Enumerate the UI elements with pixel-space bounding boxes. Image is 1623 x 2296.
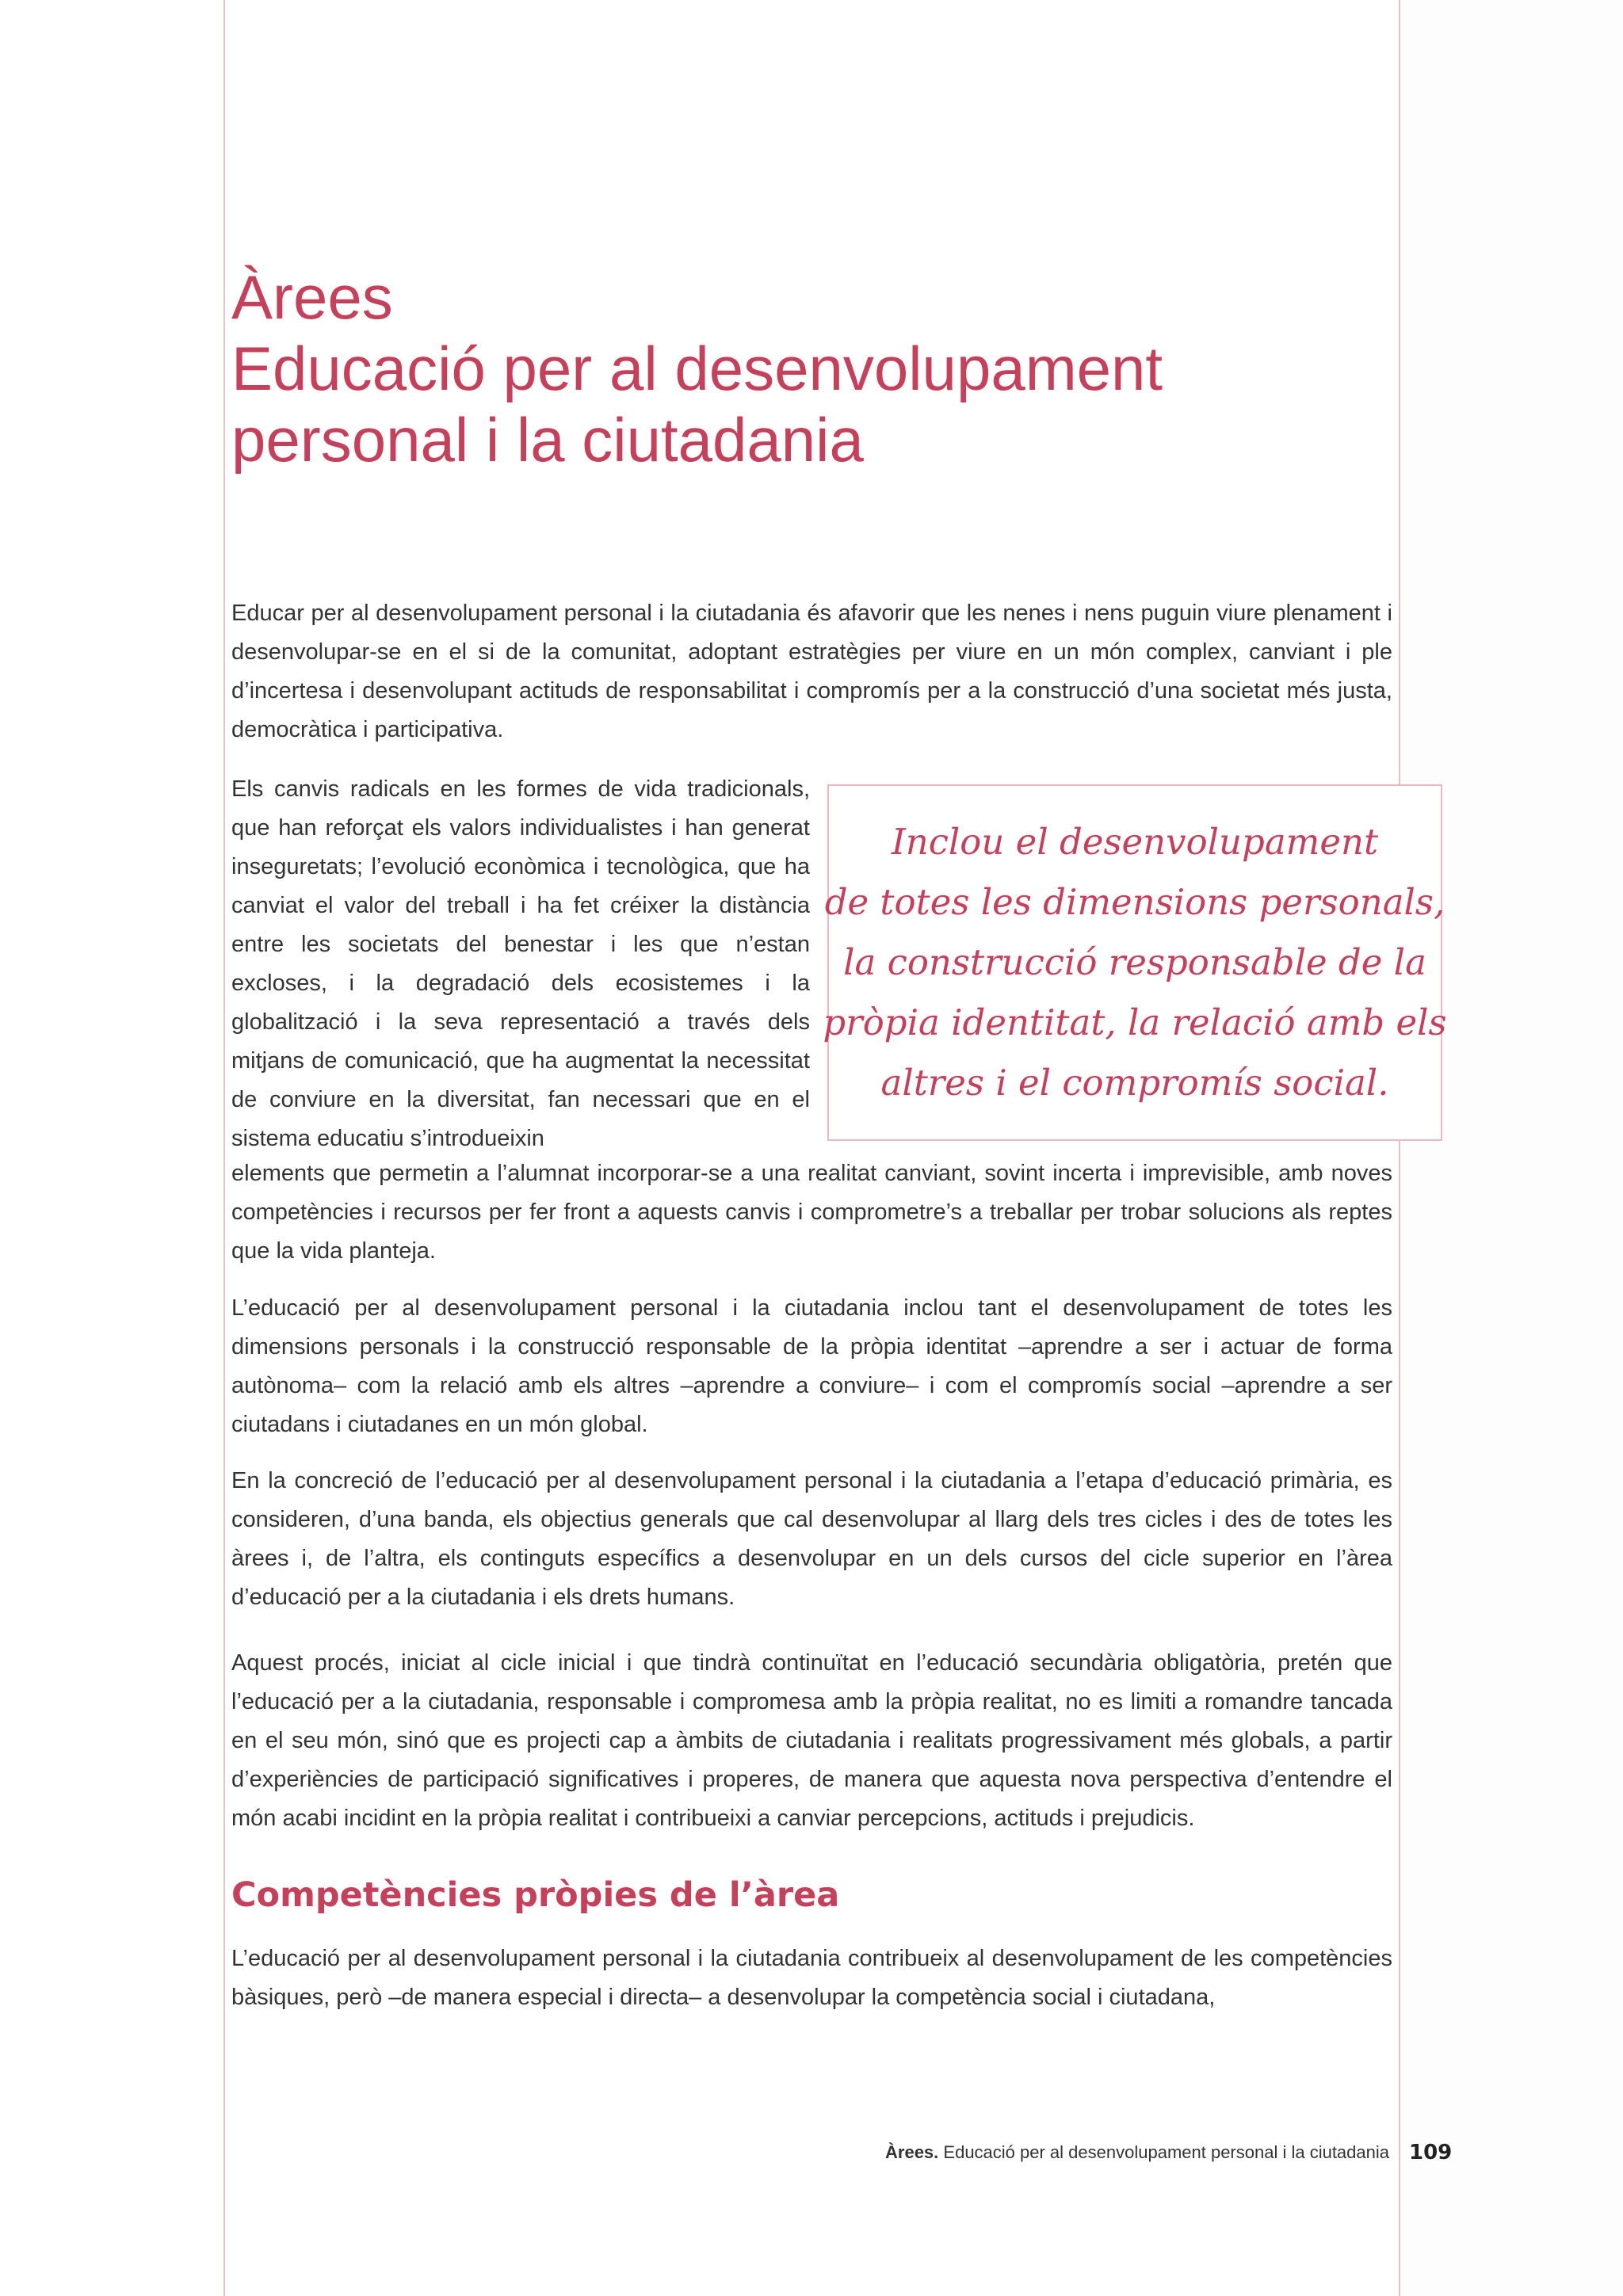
concrecio-paragraph: En la concreció de l’educació per al desenvolupament personal i la ciutadania a l’etapa d’educació primària, es consideren, d’una banda, els objectius generals que cal desenvolupar al llarg dels tres cicles i des de totes les àrees i, de l’altra, els continguts específics a desenvolupar en un dels cursos del cicle superior en l’àrea d’educació per a la ciutadania i els drets humans. [231, 1468, 1392, 1610]
pullquote-line-2: de totes les dimensions personals, [824, 881, 1445, 923]
pullquote-box [823, 784, 1447, 1141]
dimensions-paragraph: L’educació per al desenvolupament personal i la ciutadania inclou tant el desenvolupament de totes les dimensions personals i la construcció responsable de la pròpia identitat –aprendre a ser i actuar de forma autònoma– com la relació amb els altres –aprendre a conviure– i com el compromís social –aprendre a ser ciutadans i ciutadanes en un món global. [231, 1295, 1392, 1437]
pullquote-line-5: altres i el compromís social. [880, 1062, 1389, 1104]
intro-paragraph: Educar per al desenvolupament personal i la ciutadania és afavorir que les nenes i nens puguin viure plenament i desenvolupar-se en el si de la comunitat, adoptant estratègies per viure en un món complex, canviant i ple d’incertesa i desenvolupant actituds de responsabilitat i compromís per a la construcció d’una societat més justa, democràtica i participativa. [231, 601, 1392, 742]
competencies-paragraph: L’educació per al desenvolupament personal i la ciutadania contribueix al desenvolupament de les competències bàsiques, però –de manera especial i directa– a desenvolupar la competència social i ciutadana, [231, 1946, 1392, 2010]
pullquote-line-4: pròpia identitat, la relació amb els [823, 1001, 1447, 1043]
canvis-paragraph-start: Els canvis radicals en les formes de vida tradicionals, que han reforçat els valors individualistes i han generat inseguretats; l’evolució econòmica i tecnològica, que ha canviat el valor del treball i ha fet créixer la distància entre les societats del benestar i les que n’estan excloses, i la degradació dels ecosistemes i la globalització i la seva representació a través dels mitjans de comunicació, que ha augmentat la necessitat de conviure en la diversitat, fan necessari que en el sistema educatiu s’introdueixin [231, 776, 810, 1151]
pullquote-text [815, 812, 1454, 1113]
proces-paragraph: Aquest procés, iniciat al cicle inicial i que tindrà continuïtat en l’educació secundària obligatòria, pretén que l’educació per a la ciutadania, responsable i compromesa amb la pròpia realitat, no es limiti a romandre tancada en el seu món, sinó que es projecti cap a àmbits de ciutadania i realitats progressivament més globals, a partir d’experiències de participació significatives i properes, de manera que aquesta nova perspectiva d’entendre el món acabi incidint en la pròpia realitat i contribueixi a canviar percepcions, actituds i prejudicis. [231, 1650, 1392, 1831]
left-margin-rule [223, 0, 225, 2296]
running-footer [713, 2141, 1389, 2164]
pullquote-line-3: la construcció responsable de la [843, 941, 1426, 983]
pullquote-line-1: Inclou el desenvolupament [891, 821, 1379, 863]
right-margin-rule [1399, 0, 1400, 2296]
footer-section-label: Àrees. [885, 2142, 939, 2162]
footer-title: Educació per al desenvolupament personal i la ciutadania [938, 2142, 1389, 2162]
title-line-1: Àrees [231, 262, 393, 332]
section-heading: Competències pròpies de l’àrea [231, 1875, 840, 1915]
page-number: 109 [1409, 2141, 1453, 2164]
title-line-3: personal i la ciutadania [231, 405, 864, 475]
title-line-2: Educació per al desenvolupament [231, 334, 1163, 403]
canvis-paragraph-end: elements que permetin a l’alumnat incorporar-se a una realitat canviant, sovint incerta i imprevisible, amb noves competències i recursos per fer front a aquests canvis i comprometre’s a treballar per trobar solucions als reptes que la vida planteja. [231, 1161, 1392, 1264]
page-margin-right [1400, 0, 1623, 2296]
page-title [231, 261, 1388, 475]
